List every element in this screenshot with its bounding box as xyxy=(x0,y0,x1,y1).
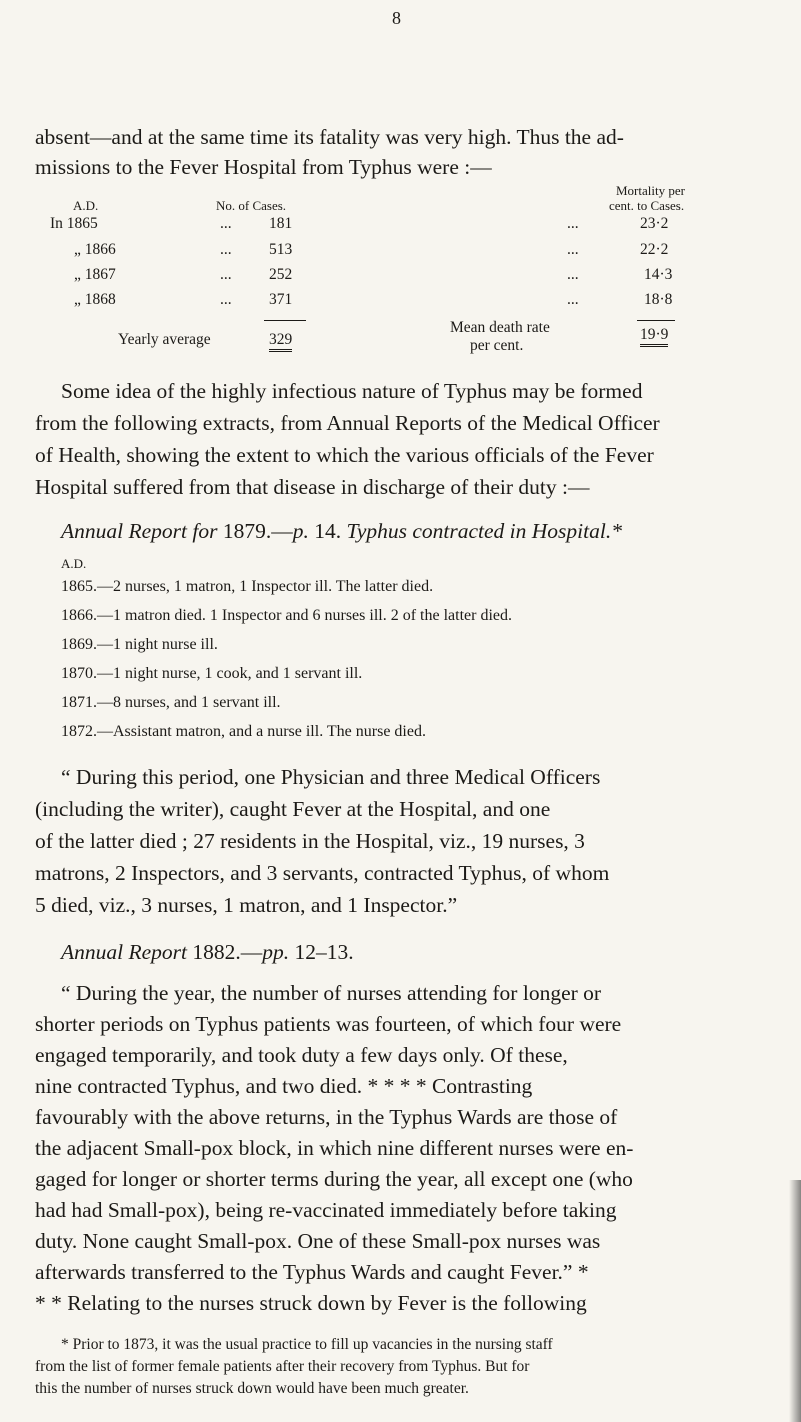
para1-line-2: from the following extracts, from Annual Reports of the Medical Officer xyxy=(35,411,660,435)
row-2-cases: 513 xyxy=(269,241,293,258)
report-1879-title: Annual Report for xyxy=(61,519,218,543)
mean-death-rate-label-2: per cent. xyxy=(470,337,524,354)
row-1-rate: 23·2 xyxy=(640,215,669,232)
report-1879-heading xyxy=(61,516,622,546)
row-2-rate: 22·2 xyxy=(640,241,669,258)
row-2-dots: ... xyxy=(220,241,232,258)
row-1-dots: ... xyxy=(220,215,232,232)
report-1882-pp: pp. xyxy=(262,940,290,964)
report-1879-entry-1865: 1865.—2 nurses, 1 matron, 1 Inspector ill. The latter died. xyxy=(61,578,434,595)
footnote-line-2: from the list of former female patients after their recovery from Typhus. But for xyxy=(35,1358,530,1375)
row-3-cases: 252 xyxy=(269,266,293,283)
row-1-dots2: ... xyxy=(567,215,579,232)
yearly-average-label: Yearly average xyxy=(118,331,211,348)
mean-death-rate-value: 19·9 xyxy=(640,326,668,347)
quote1-line-1: “ During this period, one Physician and three Medical Officers xyxy=(61,765,601,789)
quote2-line-10: afterwards transferred to the Typhus Wards and caught Fever.” * xyxy=(35,1260,589,1284)
intro-line-2: missions to the Fever Hospital from Typhus were :— xyxy=(35,155,492,179)
para1-line-4: Hospital suffered from that disease in discharge of their duty :— xyxy=(35,475,590,499)
rate-sum-rule xyxy=(637,320,675,321)
report-1879-entry-1872: 1872.—Assistant matron, and a nurse ill. The nurse died. xyxy=(61,723,426,740)
page-edge-shadow xyxy=(789,1180,801,1422)
row-3-dots2: ... xyxy=(567,266,579,283)
quote1-line-2: (including the writer), caught Fever at the Hospital, and one xyxy=(35,797,551,821)
table-header-mortality-1: Mortality per xyxy=(616,183,685,198)
row-2-year: „ 1866 xyxy=(74,241,116,258)
table-header-ad: A.D. xyxy=(73,198,99,213)
footnote-line-1: * Prior to 1873, it was the usual practice to fill up vacancies in the nursing staff xyxy=(61,1336,553,1353)
report-1879-subtitle: Typhus contracted in Hospital.* xyxy=(346,519,622,543)
quote2-line-5: favourably with the above returns, in the Typhus Wards are those of xyxy=(35,1105,618,1129)
table-header-cases: No. of Cases. xyxy=(216,198,287,213)
quote1-line-5: 5 died, viz., 3 nurses, 1 matron, and 1 Inspector.” xyxy=(35,893,458,917)
report-1882-heading xyxy=(61,937,354,967)
quote2-line-9: duty. None caught Small-pox. One of these Small-pox nurses was xyxy=(35,1229,601,1253)
quote2-line-8: had had Small-pox), being re-vaccinated immediately before taking xyxy=(35,1198,617,1222)
row-3-rate: 14·3 xyxy=(644,266,673,283)
report-1879-ad: A.D. xyxy=(61,556,87,571)
mean-death-rate-label-1: Mean death rate xyxy=(450,319,550,336)
quote2-line-7: gaged for longer or shorter terms during the year, all except one (who xyxy=(35,1167,633,1191)
row-3-year: „ 1867 xyxy=(74,266,116,283)
quote2-line-4: nine contracted Typhus, and two died. * * * * Contrasting xyxy=(35,1074,533,1098)
row-1-year: In 1865 xyxy=(50,215,98,232)
quote2-line-2: shorter periods on Typhus patients was fourteen, of which four were xyxy=(35,1012,622,1036)
footnote-line-3: this the number of nurses struck down would have been much greater. xyxy=(35,1380,469,1397)
quote2-line-3: engaged temporarily, and took duty a few days only. Of these, xyxy=(35,1043,568,1067)
row-3-dots: ... xyxy=(220,266,232,283)
row-4-year: „ 1868 xyxy=(74,291,116,308)
quote2-line-11: * * Relating to the nurses struck down by Fever is the following xyxy=(35,1291,587,1315)
report-1879-entry-1866: 1866.—1 matron died. 1 Inspector and 6 nurses ill. 2 of the latter died. xyxy=(61,607,513,624)
report-1879-entry-1871: 1871.—8 nurses, and 1 servant ill. xyxy=(61,694,281,711)
report-1882-year: 1882.— xyxy=(187,940,263,964)
page-number: 8 xyxy=(392,8,401,28)
report-1879-page: 14. xyxy=(308,519,347,543)
quote1-line-3: of the latter died ; 27 residents in the Hospital, viz., 19 nurses, 3 xyxy=(35,829,585,853)
row-4-dots: ... xyxy=(220,291,232,308)
report-1879-entry-1869: 1869.—1 night nurse ill. xyxy=(61,636,218,653)
report-1879-year: 1879.— xyxy=(217,519,293,543)
intro-line-1: absent—and at the same time its fatality was very high. Thus the ad- xyxy=(35,125,624,149)
cases-sum-rule xyxy=(264,320,306,321)
report-1882-pages: 12–13. xyxy=(289,940,354,964)
report-1879-entry-1870: 1870.—1 night nurse, 1 cook, and 1 servant ill. xyxy=(61,665,363,682)
row-4-dots2: ... xyxy=(567,291,579,308)
report-1882-title: Annual Report xyxy=(61,940,187,964)
row-4-rate: 18·8 xyxy=(644,291,673,308)
yearly-average-value: 329 xyxy=(269,331,292,352)
row-4-cases: 371 xyxy=(269,291,293,308)
quote1-line-4: matrons, 2 Inspectors, and 3 servants, contracted Typhus, of whom xyxy=(35,861,610,885)
row-1-cases: 181 xyxy=(269,215,293,232)
quote2-line-1: “ During the year, the number of nurses attending for longer or xyxy=(61,981,602,1005)
report-1879-p: p. xyxy=(292,519,309,543)
quote2-line-6: the adjacent Small-pox block, in which nine different nurses were en- xyxy=(35,1136,634,1160)
para1-line-3: of Health, showing the extent to which the various officials of the Fever xyxy=(35,443,654,467)
table-header-mortality-2: cent. to Cases. xyxy=(609,198,685,213)
para1-line-1: Some idea of the highly infectious nature of Typhus may be formed xyxy=(61,379,643,403)
row-2-dots2: ... xyxy=(567,241,579,258)
